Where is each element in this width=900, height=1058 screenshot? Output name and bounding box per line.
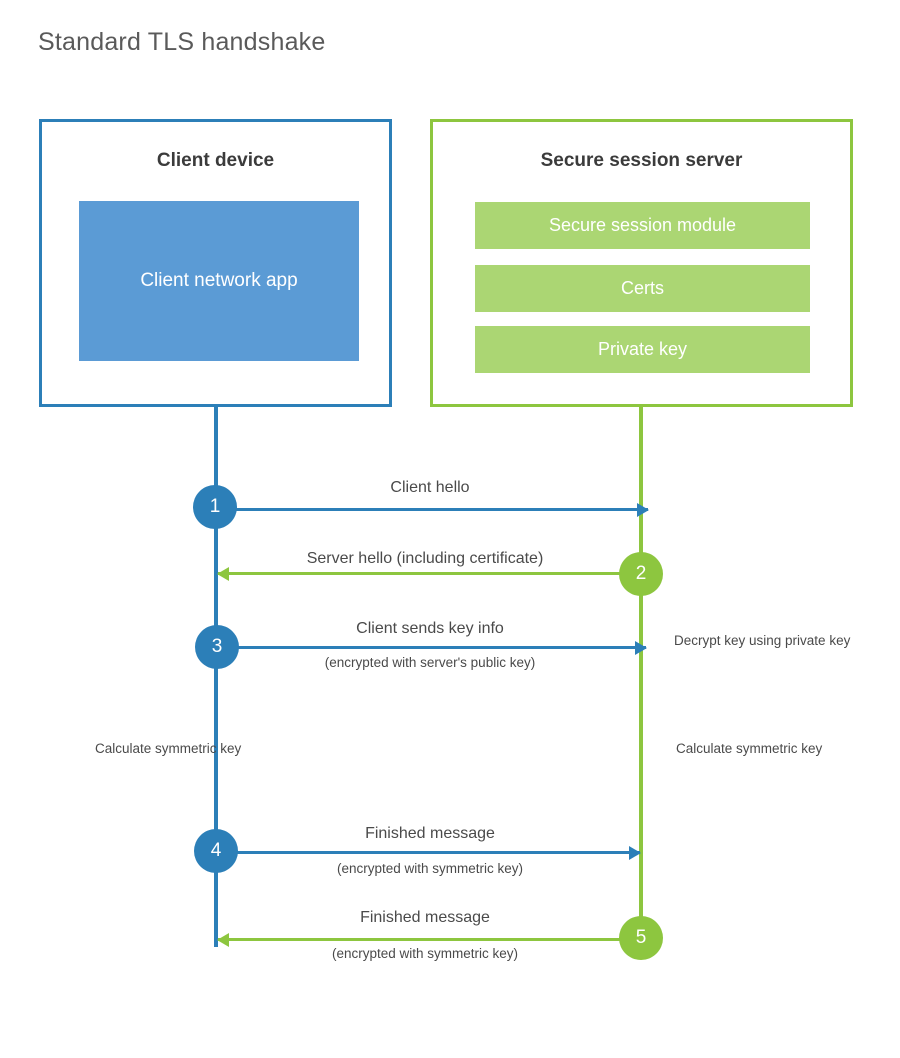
server-item-certs: Certs [475,265,810,312]
arrow-server-hello [218,572,638,575]
arrowhead-icon [217,567,229,581]
label-step-4: Finished message [365,825,495,842]
server-item-secure-session-module: Secure session module [475,202,810,249]
arrowhead-icon [629,846,641,860]
arrowhead-icon [217,933,229,947]
arrow-server-finished [218,938,623,941]
step-marker-5: 5 [619,916,663,960]
step-marker-3: 3 [195,625,239,669]
label-step-3: Client sends key info [356,620,504,637]
arrow-client-key-info [216,646,646,649]
client-device-title: Client device [156,150,275,171]
note-decrypt-key: Decrypt key using private key [674,633,851,648]
sublabel-step-3: (encrypted with server's public key) [324,655,536,670]
client-device-panel [39,119,392,407]
arrow-client-hello [216,508,648,511]
page-title: Standard TLS handshake [38,28,326,56]
arrowhead-icon [635,641,647,655]
arrow-client-finished [216,851,640,854]
label-step-5: Finished message [360,909,490,926]
secure-session-server-panel [430,119,853,407]
note-server-calculate-symmetric-key: Calculate symmetric key [676,741,823,756]
note-client-calculate-symmetric-key: Calculate symmetric key [95,741,242,756]
step-marker-2: 2 [619,552,663,596]
secure-session-server-title: Secure session server [540,150,743,171]
arrowhead-icon [637,503,649,517]
server-item-private-key: Private key [475,326,810,373]
sublabel-step-5: (encrypted with symmetric key) [331,946,519,961]
label-step-2: Server hello (including certificate) [306,550,544,567]
sublabel-step-4: (encrypted with symmetric key) [336,861,524,876]
server-lifeline [639,407,643,942]
label-step-1: Client hello [390,479,470,496]
step-marker-4: 4 [194,829,238,873]
client-network-app-box: Client network app [79,201,359,361]
step-marker-1: 1 [193,485,237,529]
